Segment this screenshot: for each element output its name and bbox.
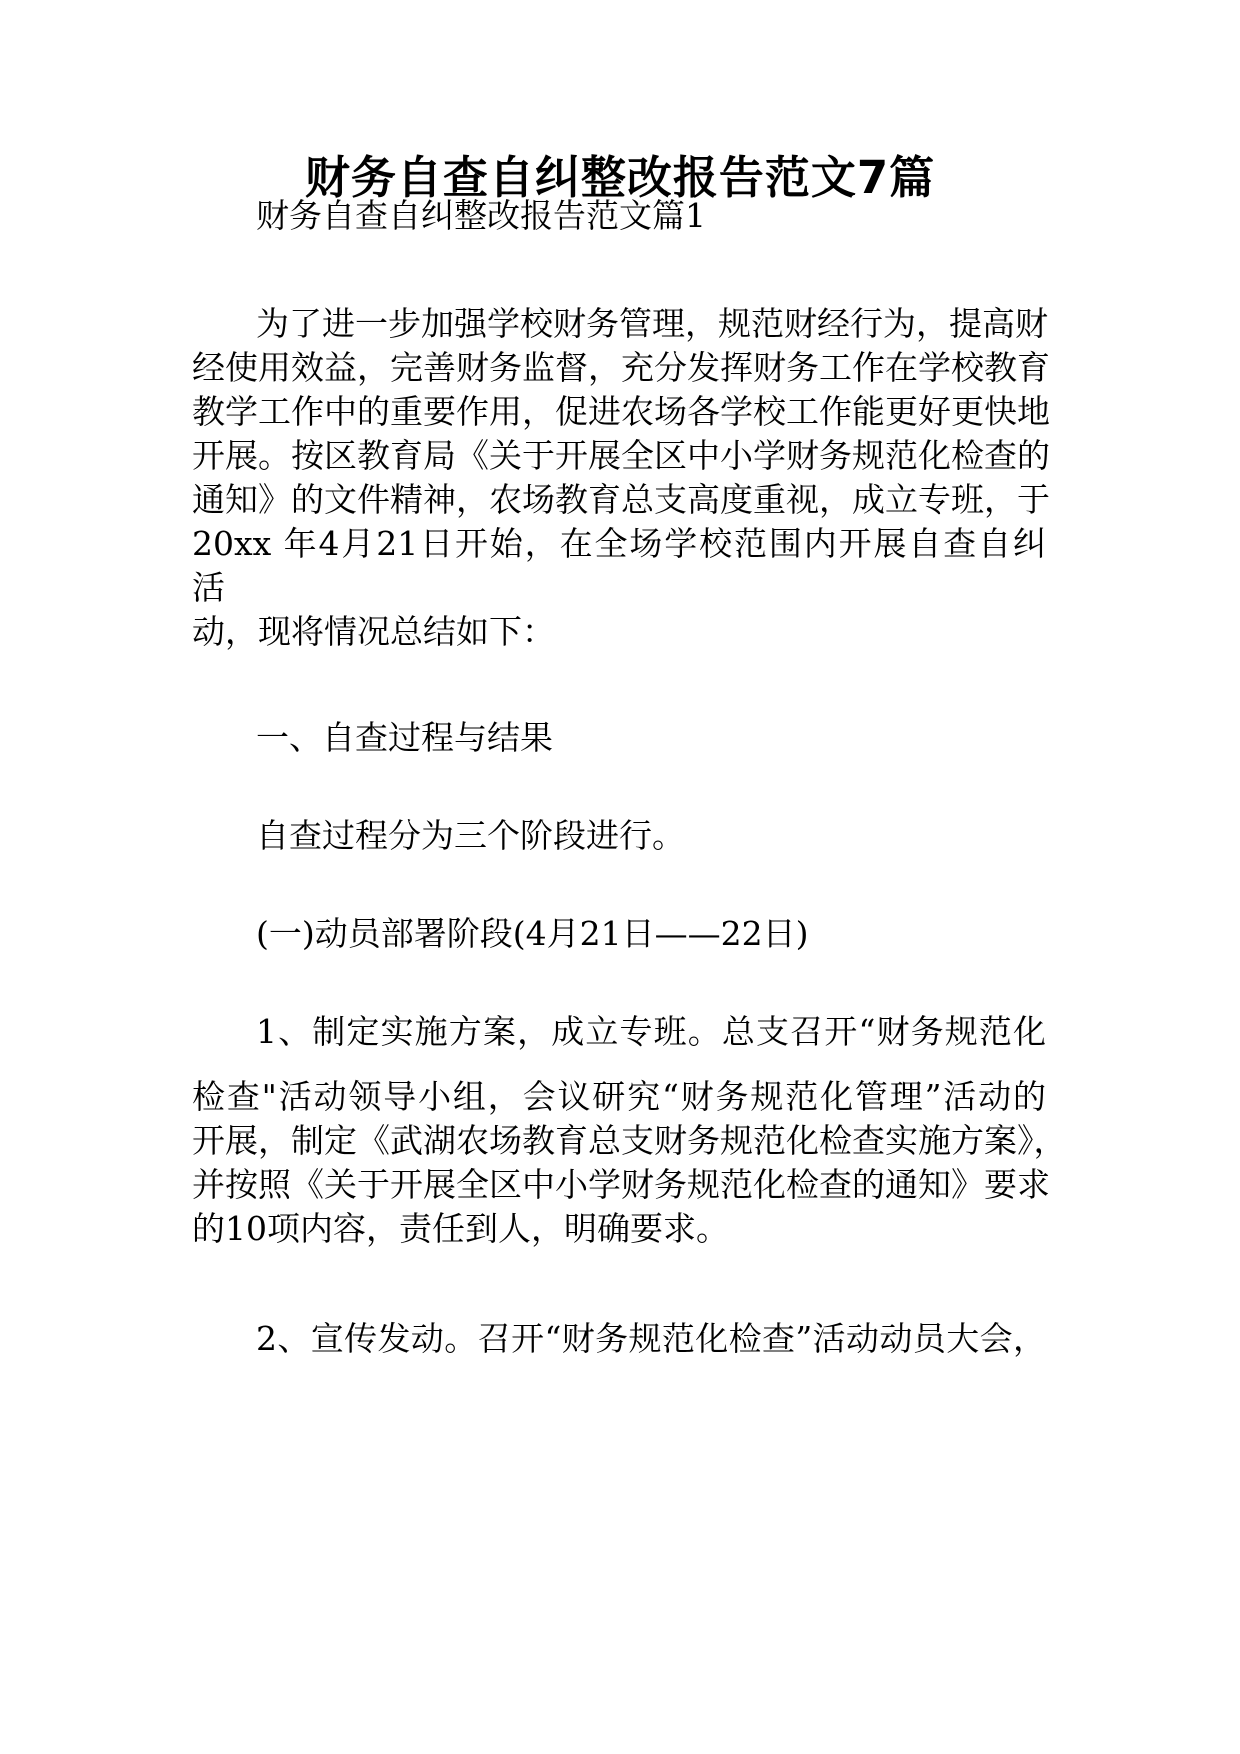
paragraph-line: 2、宣传发动。召开“财务规范化检查”活动动员大会， bbox=[256, 1319, 1046, 1358]
paragraph-line: 经使用效益，完善财务监督，充分发挥财务工作在学校教育 bbox=[192, 348, 1050, 387]
paragraph-line: 的10项内容，责任到人，明确要求。 bbox=[192, 1209, 729, 1248]
document-title: 财务自查自纠整改报告范文7篇 bbox=[304, 151, 936, 204]
section-intro: 自查过程分为三个阶段进行。 bbox=[256, 816, 685, 855]
stage-heading: (一)动员部署阶段(4月21日——22日) bbox=[256, 914, 809, 953]
paragraph-line: 教学工作中的重要作用，促进农场各学校工作能更好更快地 bbox=[192, 392, 1050, 431]
paragraph-line: 20xx 年4月21日开始，在全场学校范围内开展自查自纠 bbox=[192, 524, 1046, 563]
paragraph-line: 检查"活动领导小组，会议研究“财务规范化管理”活动的 bbox=[192, 1077, 1046, 1116]
paragraph-line: 1、制定实施方案，成立专班。总支召开“财务规范化 bbox=[256, 1012, 1046, 1051]
document-subtitle: 财务自查自纠整改报告范文篇1 bbox=[256, 196, 706, 235]
paragraph-line: 活 bbox=[192, 568, 225, 607]
paragraph-line: 为了进一步加强学校财务管理，规范财经行为，提高财 bbox=[256, 304, 1048, 343]
section-heading: 一、自查过程与结果 bbox=[256, 718, 553, 757]
paragraph-line: 开展。按区教育局《关于开展全区中小学财务规范化检查的 bbox=[192, 436, 1050, 475]
paragraph-line: 并按照《关于开展全区中小学财务规范化检查的通知》要求 bbox=[192, 1165, 1050, 1204]
paragraph-line: 开展，制定《武湖农场教育总支财务规范化检查实施方案》， bbox=[192, 1121, 1067, 1160]
paragraph-line: 动，现将情况总结如下： bbox=[192, 612, 555, 651]
paragraph-line: 通知》的文件精神，农场教育总支高度重视，成立专班，于 bbox=[192, 480, 1050, 519]
